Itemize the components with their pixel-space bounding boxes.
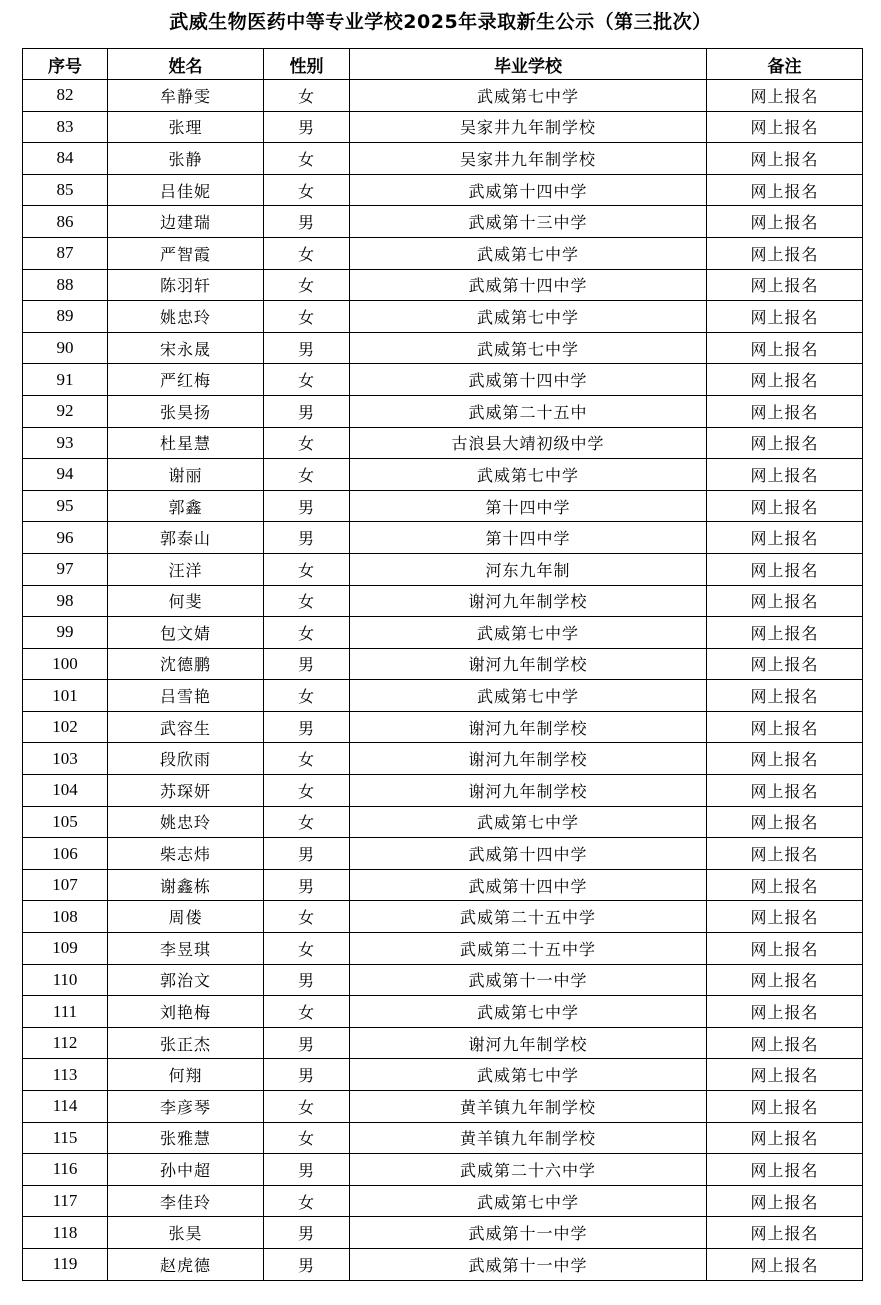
serial-number-cell: 106 bbox=[23, 838, 108, 870]
remarks-cell: 网上报名 bbox=[707, 395, 863, 427]
serial-number-cell: 82 bbox=[23, 80, 108, 112]
graduation-school-cell: 吴家井九年制学校 bbox=[350, 111, 707, 143]
graduation-school-cell: 武威第七中学 bbox=[350, 301, 707, 333]
table-header bbox=[23, 49, 863, 80]
graduation-school-cell: 武威第七中学 bbox=[350, 996, 707, 1028]
table-row bbox=[23, 711, 863, 743]
name-cell: 姚忠玲 bbox=[108, 301, 264, 333]
table-row bbox=[23, 680, 863, 712]
header-serial-number: 序号 bbox=[23, 49, 108, 80]
serial-number-cell: 97 bbox=[23, 553, 108, 585]
remarks-cell: 网上报名 bbox=[707, 1217, 863, 1249]
table-row bbox=[23, 459, 863, 491]
serial-number-cell: 119 bbox=[23, 1248, 108, 1280]
graduation-school-cell: 武威第十四中学 bbox=[350, 269, 707, 301]
serial-number-cell: 113 bbox=[23, 1059, 108, 1091]
table-row bbox=[23, 585, 863, 617]
header-name: 姓名 bbox=[108, 49, 264, 80]
gender-cell: 男 bbox=[264, 838, 350, 870]
name-cell: 边建瑞 bbox=[108, 206, 264, 238]
gender-cell: 男 bbox=[264, 711, 350, 743]
name-cell: 陈羽轩 bbox=[108, 269, 264, 301]
graduation-school-cell: 武威第二十五中学 bbox=[350, 933, 707, 965]
table-row bbox=[23, 80, 863, 112]
name-cell: 汪洋 bbox=[108, 553, 264, 585]
name-cell: 何翔 bbox=[108, 1059, 264, 1091]
serial-number-cell: 94 bbox=[23, 459, 108, 491]
graduation-school-cell: 武威第二十五中学 bbox=[350, 901, 707, 933]
table-row bbox=[23, 1091, 863, 1123]
gender-cell: 男 bbox=[264, 1217, 350, 1249]
remarks-cell: 网上报名 bbox=[707, 743, 863, 775]
graduation-school-cell: 谢河九年制学校 bbox=[350, 743, 707, 775]
serial-number-cell: 99 bbox=[23, 617, 108, 649]
remarks-cell: 网上报名 bbox=[707, 1027, 863, 1059]
name-cell: 张理 bbox=[108, 111, 264, 143]
table-row bbox=[23, 301, 863, 333]
table-row bbox=[23, 1185, 863, 1217]
serial-number-cell: 108 bbox=[23, 901, 108, 933]
gender-cell: 女 bbox=[264, 996, 350, 1028]
name-cell: 郭鑫 bbox=[108, 490, 264, 522]
name-cell: 孙中超 bbox=[108, 1154, 264, 1186]
graduation-school-cell: 武威第二十六中学 bbox=[350, 1154, 707, 1186]
remarks-cell: 网上报名 bbox=[707, 806, 863, 838]
table-row bbox=[23, 364, 863, 396]
graduation-school-cell: 武威第七中学 bbox=[350, 806, 707, 838]
remarks-cell: 网上报名 bbox=[707, 364, 863, 396]
graduation-school-cell: 黄羊镇九年制学校 bbox=[350, 1091, 707, 1123]
graduation-school-cell: 武威第十四中学 bbox=[350, 838, 707, 870]
remarks-cell: 网上报名 bbox=[707, 680, 863, 712]
gender-cell: 女 bbox=[264, 459, 350, 491]
name-cell: 严智霞 bbox=[108, 237, 264, 269]
name-cell: 包文婧 bbox=[108, 617, 264, 649]
graduation-school-cell: 武威第十一中学 bbox=[350, 964, 707, 996]
name-cell: 张静 bbox=[108, 143, 264, 175]
remarks-cell: 网上报名 bbox=[707, 206, 863, 238]
name-cell: 周偻 bbox=[108, 901, 264, 933]
name-cell: 张昊扬 bbox=[108, 395, 264, 427]
gender-cell: 男 bbox=[264, 1154, 350, 1186]
remarks-cell: 网上报名 bbox=[707, 332, 863, 364]
remarks-cell: 网上报名 bbox=[707, 522, 863, 554]
table-row bbox=[23, 617, 863, 649]
gender-cell: 女 bbox=[264, 1185, 350, 1217]
remarks-cell: 网上报名 bbox=[707, 996, 863, 1028]
table-body bbox=[23, 80, 863, 1281]
remarks-cell: 网上报名 bbox=[707, 1122, 863, 1154]
remarks-cell: 网上报名 bbox=[707, 617, 863, 649]
graduation-school-cell: 谢河九年制学校 bbox=[350, 775, 707, 807]
table-row bbox=[23, 490, 863, 522]
graduation-school-cell: 第十四中学 bbox=[350, 490, 707, 522]
gender-cell: 女 bbox=[264, 933, 350, 965]
serial-number-cell: 89 bbox=[23, 301, 108, 333]
name-cell: 张雅慧 bbox=[108, 1122, 264, 1154]
gender-cell: 女 bbox=[264, 617, 350, 649]
gender-cell: 女 bbox=[264, 585, 350, 617]
gender-cell: 女 bbox=[264, 174, 350, 206]
remarks-cell: 网上报名 bbox=[707, 775, 863, 807]
serial-number-cell: 107 bbox=[23, 869, 108, 901]
serial-number-cell: 90 bbox=[23, 332, 108, 364]
table-row bbox=[23, 743, 863, 775]
gender-cell: 女 bbox=[264, 1122, 350, 1154]
graduation-school-cell: 第十四中学 bbox=[350, 522, 707, 554]
gender-cell: 女 bbox=[264, 901, 350, 933]
serial-number-cell: 84 bbox=[23, 143, 108, 175]
gender-cell: 男 bbox=[264, 332, 350, 364]
remarks-cell: 网上报名 bbox=[707, 174, 863, 206]
name-cell: 郭治文 bbox=[108, 964, 264, 996]
serial-number-cell: 114 bbox=[23, 1091, 108, 1123]
remarks-cell: 网上报名 bbox=[707, 933, 863, 965]
name-cell: 李彦琴 bbox=[108, 1091, 264, 1123]
serial-number-cell: 91 bbox=[23, 364, 108, 396]
table-row bbox=[23, 395, 863, 427]
name-cell: 李佳玲 bbox=[108, 1185, 264, 1217]
gender-cell: 男 bbox=[264, 522, 350, 554]
graduation-school-cell: 武威第十一中学 bbox=[350, 1248, 707, 1280]
graduation-school-cell: 武威第七中学 bbox=[350, 617, 707, 649]
name-cell: 郭泰山 bbox=[108, 522, 264, 554]
graduation-school-cell: 武威第十四中学 bbox=[350, 174, 707, 206]
gender-cell: 女 bbox=[264, 427, 350, 459]
serial-number-cell: 112 bbox=[23, 1027, 108, 1059]
remarks-cell: 网上报名 bbox=[707, 301, 863, 333]
name-cell: 严红梅 bbox=[108, 364, 264, 396]
name-cell: 姚忠玲 bbox=[108, 806, 264, 838]
gender-cell: 男 bbox=[264, 395, 350, 427]
name-cell: 吕雪艳 bbox=[108, 680, 264, 712]
table-row bbox=[23, 1122, 863, 1154]
remarks-cell: 网上报名 bbox=[707, 111, 863, 143]
graduation-school-cell: 吴家井九年制学校 bbox=[350, 143, 707, 175]
serial-number-cell: 86 bbox=[23, 206, 108, 238]
table-row bbox=[23, 237, 863, 269]
gender-cell: 女 bbox=[264, 1091, 350, 1123]
page-title: 武威生物医药中等专业学校2025年录取新生公示（第三批次） bbox=[169, 11, 712, 33]
name-cell: 刘艳梅 bbox=[108, 996, 264, 1028]
name-cell: 何斐 bbox=[108, 585, 264, 617]
table-row bbox=[23, 332, 863, 364]
gender-cell: 女 bbox=[264, 553, 350, 585]
serial-number-cell: 102 bbox=[23, 711, 108, 743]
table-row bbox=[23, 838, 863, 870]
graduation-school-cell: 谢河九年制学校 bbox=[350, 585, 707, 617]
table-row bbox=[23, 111, 863, 143]
table-row bbox=[23, 996, 863, 1028]
graduation-school-cell: 黄羊镇九年制学校 bbox=[350, 1122, 707, 1154]
name-cell: 宋永晟 bbox=[108, 332, 264, 364]
name-cell: 段欣雨 bbox=[108, 743, 264, 775]
name-cell: 张正杰 bbox=[108, 1027, 264, 1059]
serial-number-cell: 110 bbox=[23, 964, 108, 996]
graduation-school-cell: 武威第七中学 bbox=[350, 1185, 707, 1217]
table-row bbox=[23, 806, 863, 838]
remarks-cell: 网上报名 bbox=[707, 1248, 863, 1280]
table-row bbox=[23, 964, 863, 996]
gender-cell: 女 bbox=[264, 237, 350, 269]
name-cell: 张昊 bbox=[108, 1217, 264, 1249]
serial-number-cell: 109 bbox=[23, 933, 108, 965]
remarks-cell: 网上报名 bbox=[707, 269, 863, 301]
remarks-cell: 网上报名 bbox=[707, 964, 863, 996]
header-remarks: 备注 bbox=[707, 49, 863, 80]
name-cell: 李昱琪 bbox=[108, 933, 264, 965]
remarks-cell: 网上报名 bbox=[707, 427, 863, 459]
name-cell: 赵虎德 bbox=[108, 1248, 264, 1280]
table-row bbox=[23, 648, 863, 680]
serial-number-cell: 87 bbox=[23, 237, 108, 269]
gender-cell: 男 bbox=[264, 111, 350, 143]
serial-number-cell: 96 bbox=[23, 522, 108, 554]
serial-number-cell: 115 bbox=[23, 1122, 108, 1154]
table-row bbox=[23, 269, 863, 301]
name-cell: 沈德鹏 bbox=[108, 648, 264, 680]
serial-number-cell: 92 bbox=[23, 395, 108, 427]
graduation-school-cell: 谢河九年制学校 bbox=[350, 648, 707, 680]
table-row bbox=[23, 933, 863, 965]
table-row bbox=[23, 1154, 863, 1186]
remarks-cell: 网上报名 bbox=[707, 1091, 863, 1123]
gender-cell: 女 bbox=[264, 680, 350, 712]
serial-number-cell: 103 bbox=[23, 743, 108, 775]
graduation-school-cell: 武威第七中学 bbox=[350, 1059, 707, 1091]
name-cell: 谢鑫栋 bbox=[108, 869, 264, 901]
table-row bbox=[23, 1248, 863, 1280]
table-row bbox=[23, 775, 863, 807]
name-cell: 谢丽 bbox=[108, 459, 264, 491]
header-gender: 性别 bbox=[264, 49, 350, 80]
graduation-school-cell: 武威第十四中学 bbox=[350, 869, 707, 901]
graduation-school-cell: 武威第七中学 bbox=[350, 80, 707, 112]
remarks-cell: 网上报名 bbox=[707, 143, 863, 175]
serial-number-cell: 83 bbox=[23, 111, 108, 143]
remarks-cell: 网上报名 bbox=[707, 80, 863, 112]
table-row bbox=[23, 1027, 863, 1059]
graduation-school-cell: 武威第七中学 bbox=[350, 459, 707, 491]
serial-number-cell: 117 bbox=[23, 1185, 108, 1217]
graduation-school-cell: 河东九年制 bbox=[350, 553, 707, 585]
gender-cell: 男 bbox=[264, 1248, 350, 1280]
table-row bbox=[23, 901, 863, 933]
graduation-school-cell: 武威第七中学 bbox=[350, 332, 707, 364]
table-row bbox=[23, 522, 863, 554]
serial-number-cell: 116 bbox=[23, 1154, 108, 1186]
graduation-school-cell: 武威第七中学 bbox=[350, 237, 707, 269]
gender-cell: 男 bbox=[264, 1059, 350, 1091]
table-row bbox=[23, 1059, 863, 1091]
gender-cell: 女 bbox=[264, 743, 350, 775]
serial-number-cell: 101 bbox=[23, 680, 108, 712]
gender-cell: 男 bbox=[264, 964, 350, 996]
name-cell: 杜星慧 bbox=[108, 427, 264, 459]
remarks-cell: 网上报名 bbox=[707, 459, 863, 491]
table-row bbox=[23, 143, 863, 175]
name-cell: 武容生 bbox=[108, 711, 264, 743]
gender-cell: 女 bbox=[264, 143, 350, 175]
gender-cell: 女 bbox=[264, 775, 350, 807]
graduation-school-cell: 武威第十四中学 bbox=[350, 364, 707, 396]
header-row bbox=[23, 49, 863, 80]
gender-cell: 男 bbox=[264, 490, 350, 522]
remarks-cell: 网上报名 bbox=[707, 1154, 863, 1186]
remarks-cell: 网上报名 bbox=[707, 1059, 863, 1091]
gender-cell: 男 bbox=[264, 869, 350, 901]
gender-cell: 男 bbox=[264, 648, 350, 680]
serial-number-cell: 93 bbox=[23, 427, 108, 459]
graduation-school-cell: 古浪县大靖初级中学 bbox=[350, 427, 707, 459]
remarks-cell: 网上报名 bbox=[707, 490, 863, 522]
graduation-school-cell: 武威第七中学 bbox=[350, 680, 707, 712]
gender-cell: 女 bbox=[264, 80, 350, 112]
table-row bbox=[23, 206, 863, 238]
gender-cell: 女 bbox=[264, 364, 350, 396]
remarks-cell: 网上报名 bbox=[707, 237, 863, 269]
remarks-cell: 网上报名 bbox=[707, 648, 863, 680]
table-row bbox=[23, 553, 863, 585]
gender-cell: 男 bbox=[264, 206, 350, 238]
serial-number-cell: 85 bbox=[23, 174, 108, 206]
gender-cell: 男 bbox=[264, 1027, 350, 1059]
serial-number-cell: 111 bbox=[23, 996, 108, 1028]
name-cell: 吕佳妮 bbox=[108, 174, 264, 206]
gender-cell: 女 bbox=[264, 301, 350, 333]
serial-number-cell: 95 bbox=[23, 490, 108, 522]
serial-number-cell: 118 bbox=[23, 1217, 108, 1249]
remarks-cell: 网上报名 bbox=[707, 869, 863, 901]
serial-number-cell: 105 bbox=[23, 806, 108, 838]
graduation-school-cell: 谢河九年制学校 bbox=[350, 1027, 707, 1059]
table-row bbox=[23, 427, 863, 459]
gender-cell: 女 bbox=[264, 269, 350, 301]
serial-number-cell: 100 bbox=[23, 648, 108, 680]
name-cell: 柴志炜 bbox=[108, 838, 264, 870]
serial-number-cell: 98 bbox=[23, 585, 108, 617]
serial-number-cell: 104 bbox=[23, 775, 108, 807]
remarks-cell: 网上报名 bbox=[707, 901, 863, 933]
admission-table bbox=[22, 48, 863, 1281]
graduation-school-cell: 武威第十三中学 bbox=[350, 206, 707, 238]
serial-number-cell: 88 bbox=[23, 269, 108, 301]
graduation-school-cell: 谢河九年制学校 bbox=[350, 711, 707, 743]
name-cell: 苏琛妍 bbox=[108, 775, 264, 807]
graduation-school-cell: 武威第十一中学 bbox=[350, 1217, 707, 1249]
remarks-cell: 网上报名 bbox=[707, 585, 863, 617]
header-graduation-school: 毕业学校 bbox=[350, 49, 707, 80]
remarks-cell: 网上报名 bbox=[707, 838, 863, 870]
graduation-school-cell: 武威第二十五中 bbox=[350, 395, 707, 427]
table-row bbox=[23, 174, 863, 206]
table-row bbox=[23, 869, 863, 901]
remarks-cell: 网上报名 bbox=[707, 711, 863, 743]
remarks-cell: 网上报名 bbox=[707, 553, 863, 585]
gender-cell: 女 bbox=[264, 806, 350, 838]
remarks-cell: 网上报名 bbox=[707, 1185, 863, 1217]
name-cell: 牟静雯 bbox=[108, 80, 264, 112]
table-row bbox=[23, 1217, 863, 1249]
